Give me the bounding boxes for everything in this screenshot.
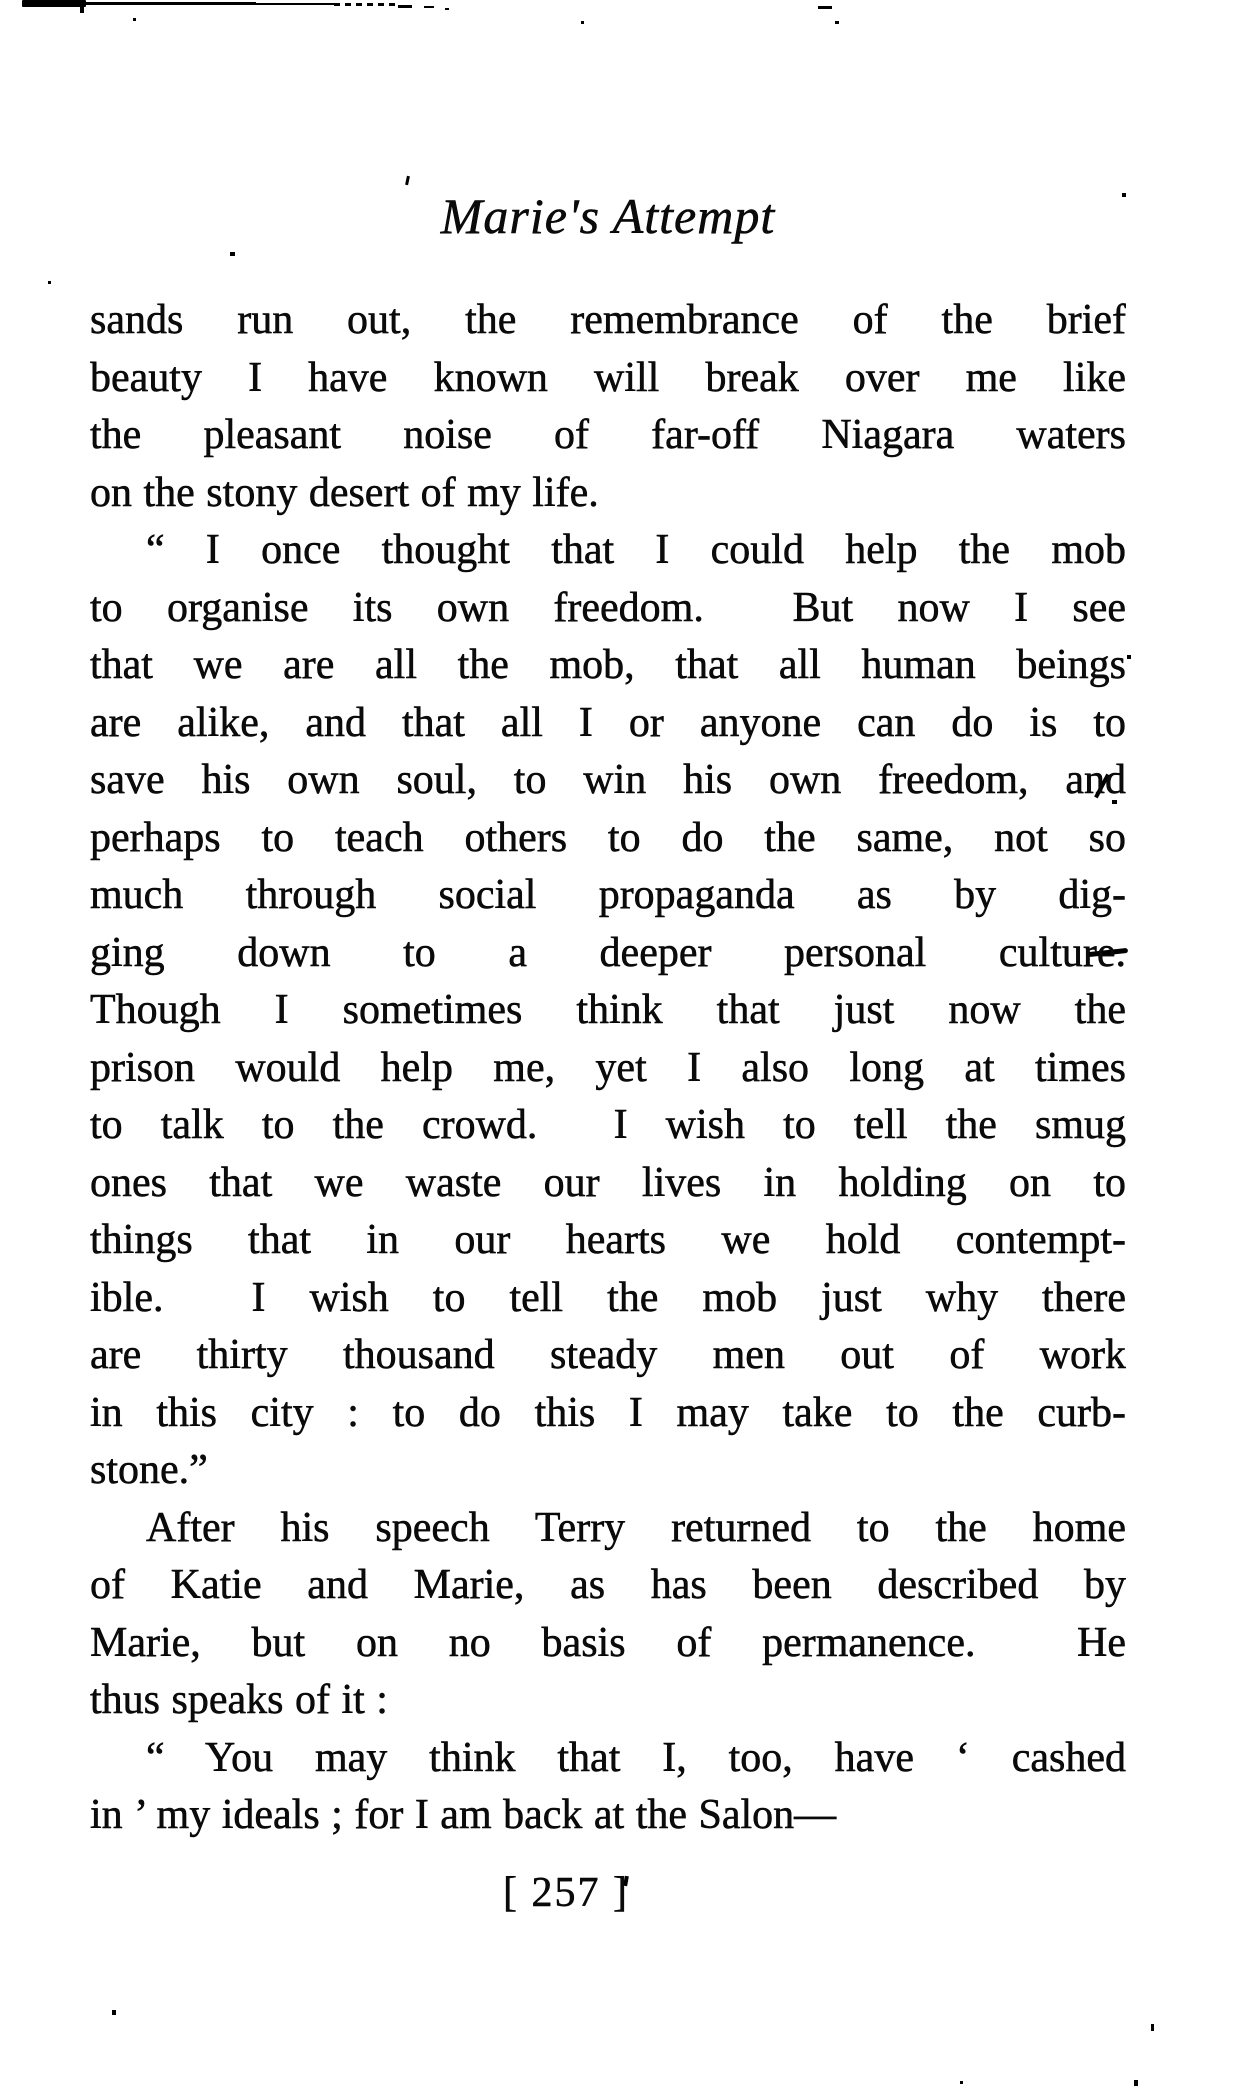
- scan-artifact: [960, 2081, 963, 2084]
- scan-artifact: [22, 0, 86, 7]
- text-line: in ’ my ideals ; for I am back at the Salon—: [90, 1792, 837, 1838]
- scan-artifact: [112, 2010, 116, 2015]
- text-line: beauty I have known will break over me like: [90, 354, 1126, 401]
- text-line: thus speaks of it :: [90, 1677, 388, 1723]
- text-line: ible. I wish to tell the mob just why there: [90, 1274, 1126, 1321]
- text-line: perhaps to teach others to do the same, not so: [90, 814, 1126, 861]
- scan-artifact: [818, 6, 832, 9]
- scan-artifact: [398, 5, 412, 8]
- page-number: [ 257 ]: [503, 1870, 629, 1916]
- text-line: Though I sometimes think that just now the: [90, 987, 1126, 1033]
- text-line: ging down to a deeper personal culture.: [90, 929, 1126, 976]
- text-line: Marie, but on no basis of permanence. He: [90, 1619, 1126, 1666]
- scan-artifact: [424, 6, 434, 8]
- scan-artifact: [405, 176, 410, 185]
- scan-artifact: [84, 2, 256, 5]
- running-header: Marie's Attempt: [440, 188, 776, 244]
- text-line: of Katie and Marie, as has been described by: [90, 1562, 1126, 1608]
- text-line: the pleasant noise of far-off Niagara waters: [90, 412, 1126, 458]
- text-line: are thirty thousand steady men out of work: [90, 1332, 1126, 1378]
- text-line: “ I once thought that I could help the mob: [146, 527, 1126, 573]
- text-line: in this city : to do this I may take to the curb-: [90, 1389, 1126, 1436]
- scan-artifact: [581, 21, 584, 24]
- text-line: stone.”: [90, 1447, 208, 1493]
- text-line: things that in our hearts we hold contempt-: [90, 1217, 1126, 1263]
- scan-artifact: [230, 252, 235, 256]
- scan-artifact: [1134, 2080, 1138, 2086]
- text-line: on the stony desert of my life.: [90, 469, 599, 516]
- text-line: to talk to the crowd. I wish to tell the smug: [90, 1102, 1126, 1148]
- text-line: prison would help me, yet I also long at times: [90, 1044, 1126, 1091]
- text-line: much through social propaganda as by dig-: [90, 872, 1126, 918]
- scan-artifact: [48, 281, 51, 284]
- text-line: sands run out, the remembrance of the brief: [90, 297, 1126, 343]
- scan-artifact: [835, 21, 839, 24]
- body-text: [90, 292, 1126, 1845]
- scan-artifact: [254, 3, 336, 5]
- scan-artifact: [1151, 2024, 1154, 2031]
- text-line: “ You may think that I, too, have ‘ cashed: [146, 1734, 1126, 1781]
- scan-artifact: [445, 8, 449, 10]
- scan-artifact: [80, 7, 84, 13]
- scan-artifact: [334, 3, 396, 6]
- text-line: that we are all the mob, that all human beings: [90, 642, 1126, 688]
- scan-artifact: [133, 18, 136, 21]
- text-line: to organise its own freedom. But now I see: [90, 584, 1126, 631]
- text-line: After his speech Terry returned to the home: [146, 1504, 1126, 1551]
- text-line: are alike, and that all I or anyone can do is to: [90, 699, 1126, 746]
- text-line: save his own soul, to win his own freedom, and: [90, 757, 1126, 803]
- text-line: ones that we waste our lives in holding on to: [90, 1159, 1126, 1206]
- scan-artifact: [1127, 655, 1131, 659]
